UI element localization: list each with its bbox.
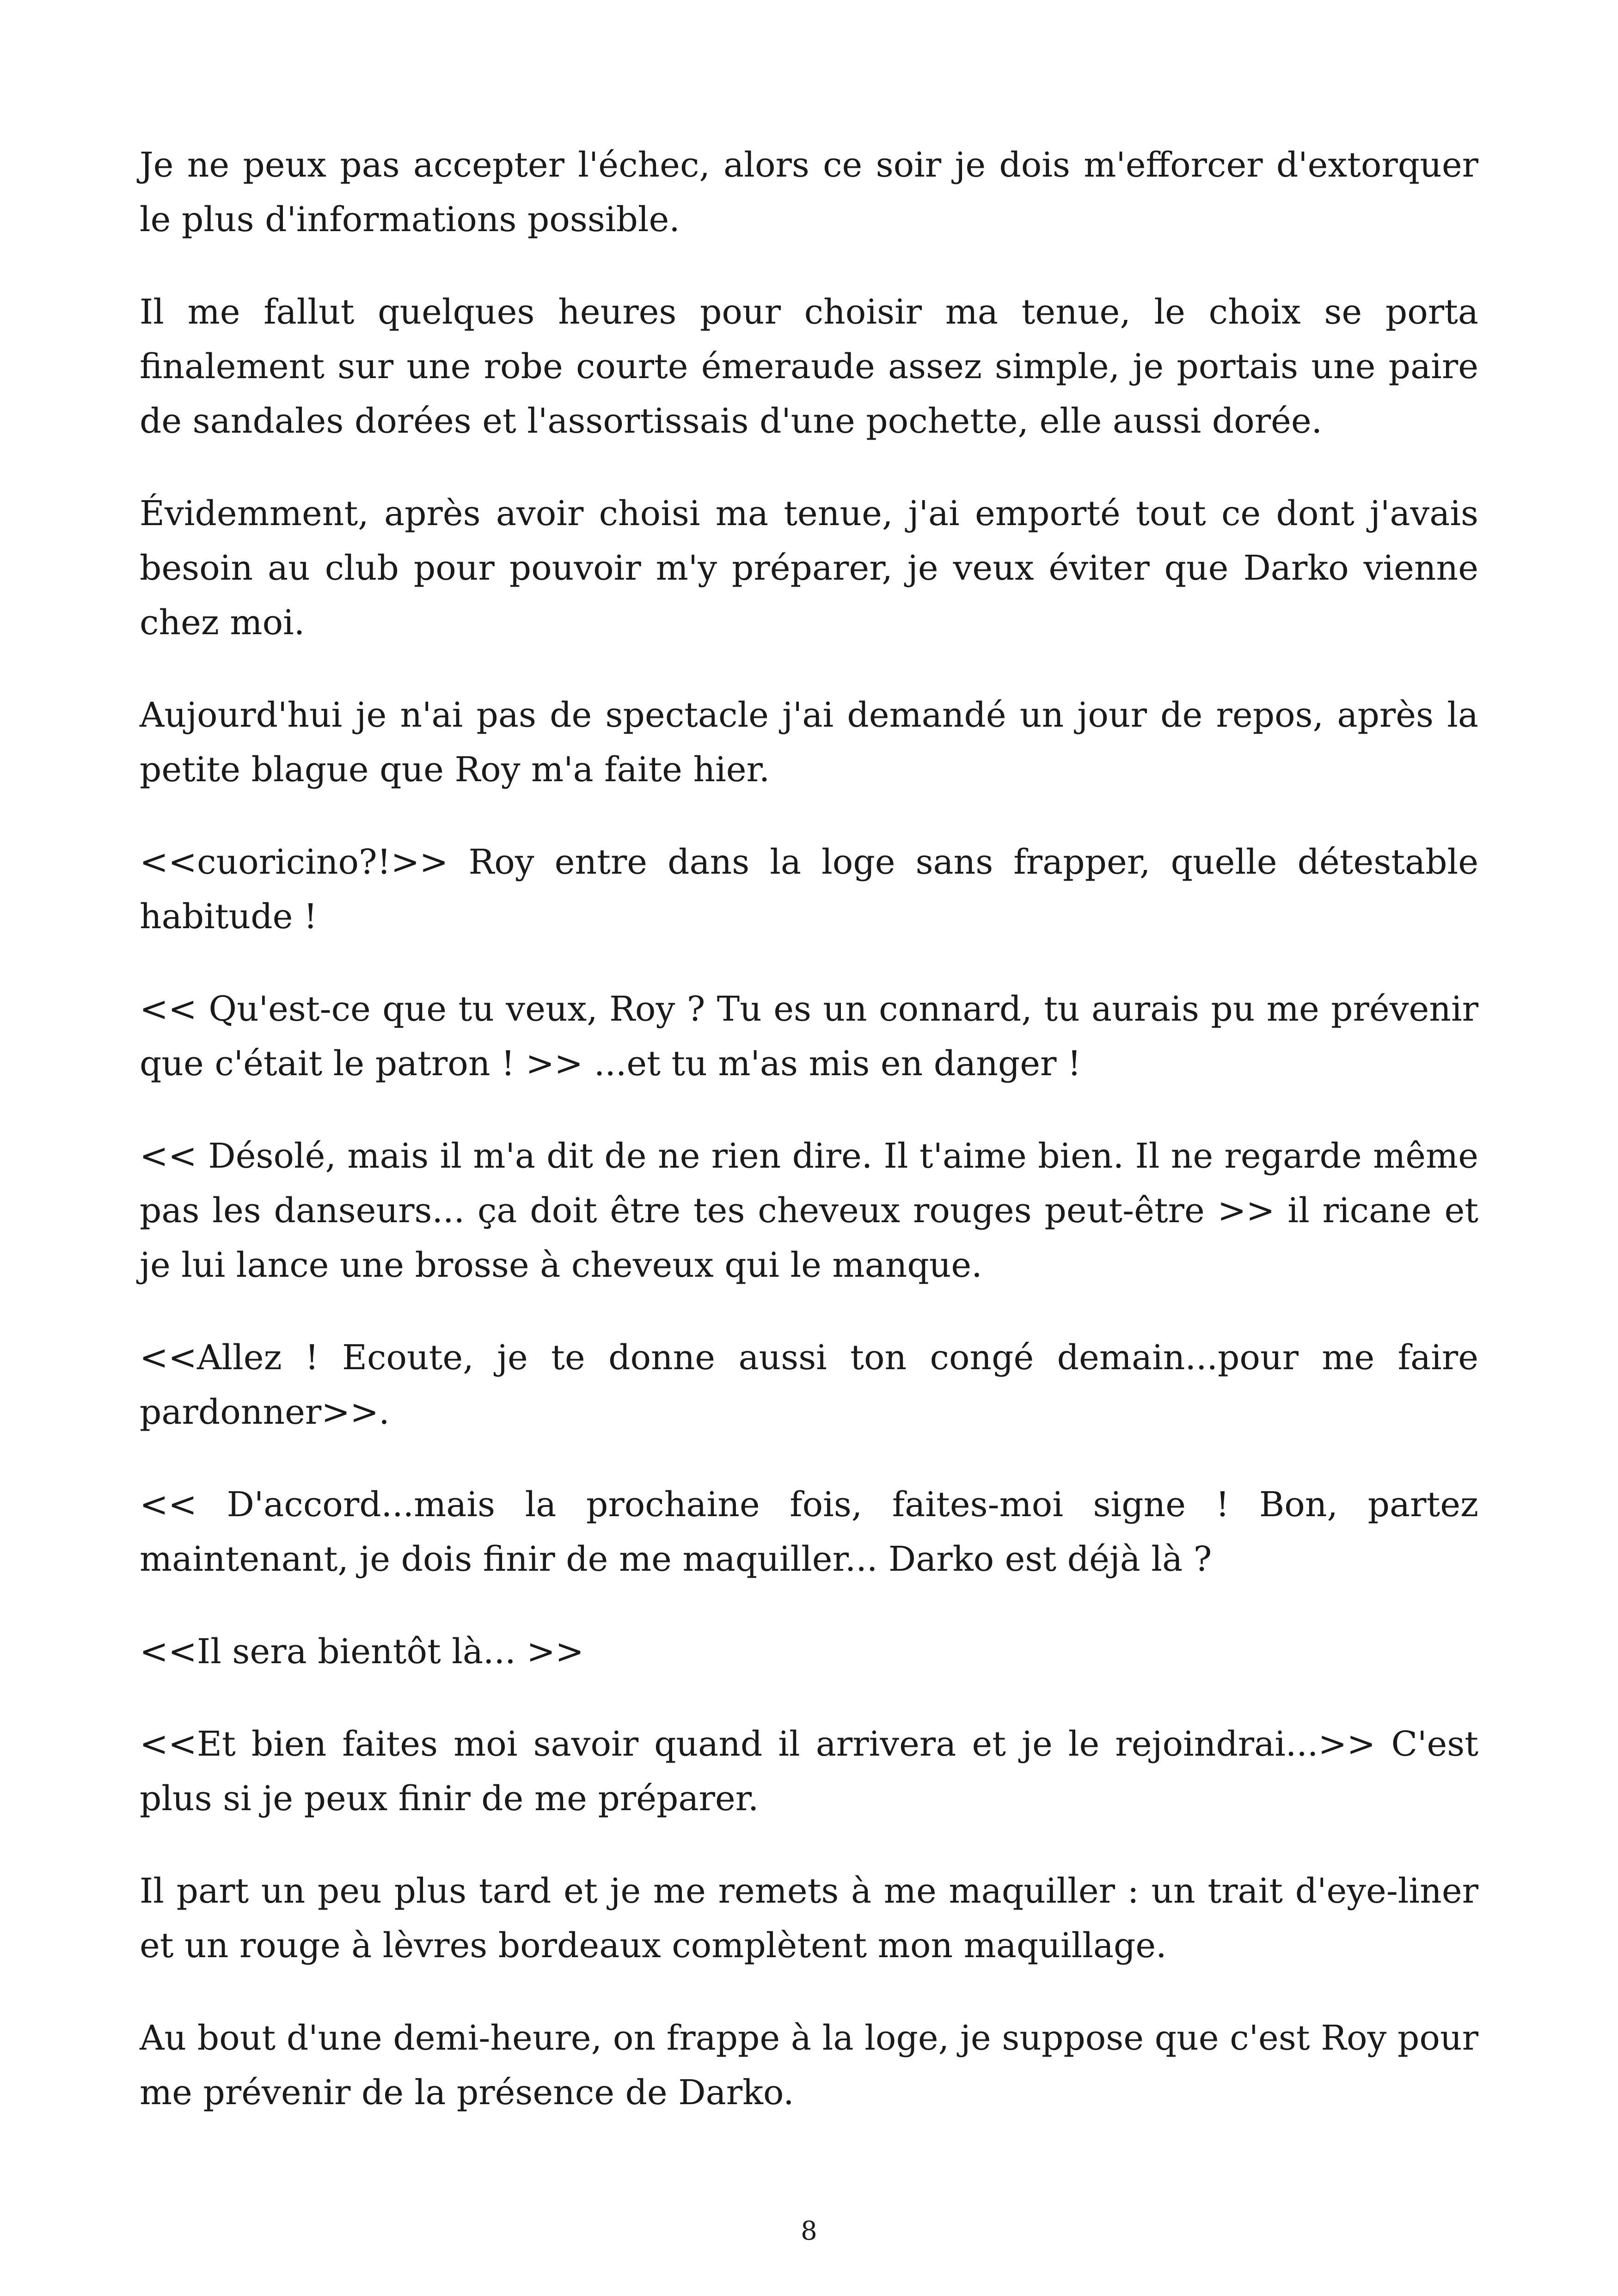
paragraph: <<Il sera bientôt là... >> xyxy=(140,1632,584,1671)
paragraph: << Qu'est-ce que tu veux, Roy ? Tu es un connard, tu aurais pu me prévenir que c'était le patron ! >> ...et tu m'as mis en danger ! xyxy=(140,989,1478,1084)
paragraph: Il part un peu plus tard et je me remets à me maquiller : un trait d'eye-liner et un rouge à lèvres bordeaux complètent mon maquillage. xyxy=(140,1871,1478,1965)
paragraph: Il me fallut quelques heures pour choisir ma tenue, le choix se porta finalement sur une robe courte émeraude assez simple, je portais une paire de sandales dorées et l'assortissais d'une pochette, elle aussi dorée. xyxy=(140,292,1478,441)
body-text xyxy=(140,138,1478,2158)
paragraph: << Désolé, mais il m'a dit de ne rien dire. Il t'aime bien. Il ne regarde même pas les danseurs... ça doit être tes cheveux rouges peut-être >> il ricane et je lui lance une brosse à cheveux qui le manque. xyxy=(140,1136,1478,1285)
paragraph: Au bout d'une demi-heure, on frappe à la loge, je suppose que c'est Roy pour me prévenir de la présence de Darko. xyxy=(140,2018,1478,2112)
paragraph: Aujourd'hui je n'ai pas de spectacle j'ai demandé un jour de repos, après la petite blague que Roy m'a faite hier. xyxy=(140,695,1478,790)
paragraph: Évidemment, après avoir choisi ma tenue, j'ai emporté tout ce dont j'avais besoin au club pour pouvoir m'y préparer, je veux éviter que Darko vienne chez moi. xyxy=(140,494,1478,643)
paragraph: << D'accord...mais la prochaine fois, faites-moi signe ! Bon, partez maintenant, je dois finir de me maquiller... Darko est déjà là ? xyxy=(140,1485,1478,1579)
paragraph: <<Et bien faites moi savoir quand il arrivera et je le rejoindrai...>> C'est plus si je peux finir de me préparer. xyxy=(140,1724,1478,1818)
page-number: 8 xyxy=(801,2216,817,2246)
paragraph: <<cuoricino?!>> Roy entre dans la loge sans frapper, quelle détestable habitude ! xyxy=(140,842,1478,937)
paragraph: Je ne peux pas accepter l'échec, alors ce soir je dois m'efforcer d'extorquer le plus d'informations possible. xyxy=(140,145,1478,239)
paragraph: <<Allez ! Ecoute, je te donne aussi ton congé demain...pour me faire pardonner>>. xyxy=(140,1338,1478,1432)
